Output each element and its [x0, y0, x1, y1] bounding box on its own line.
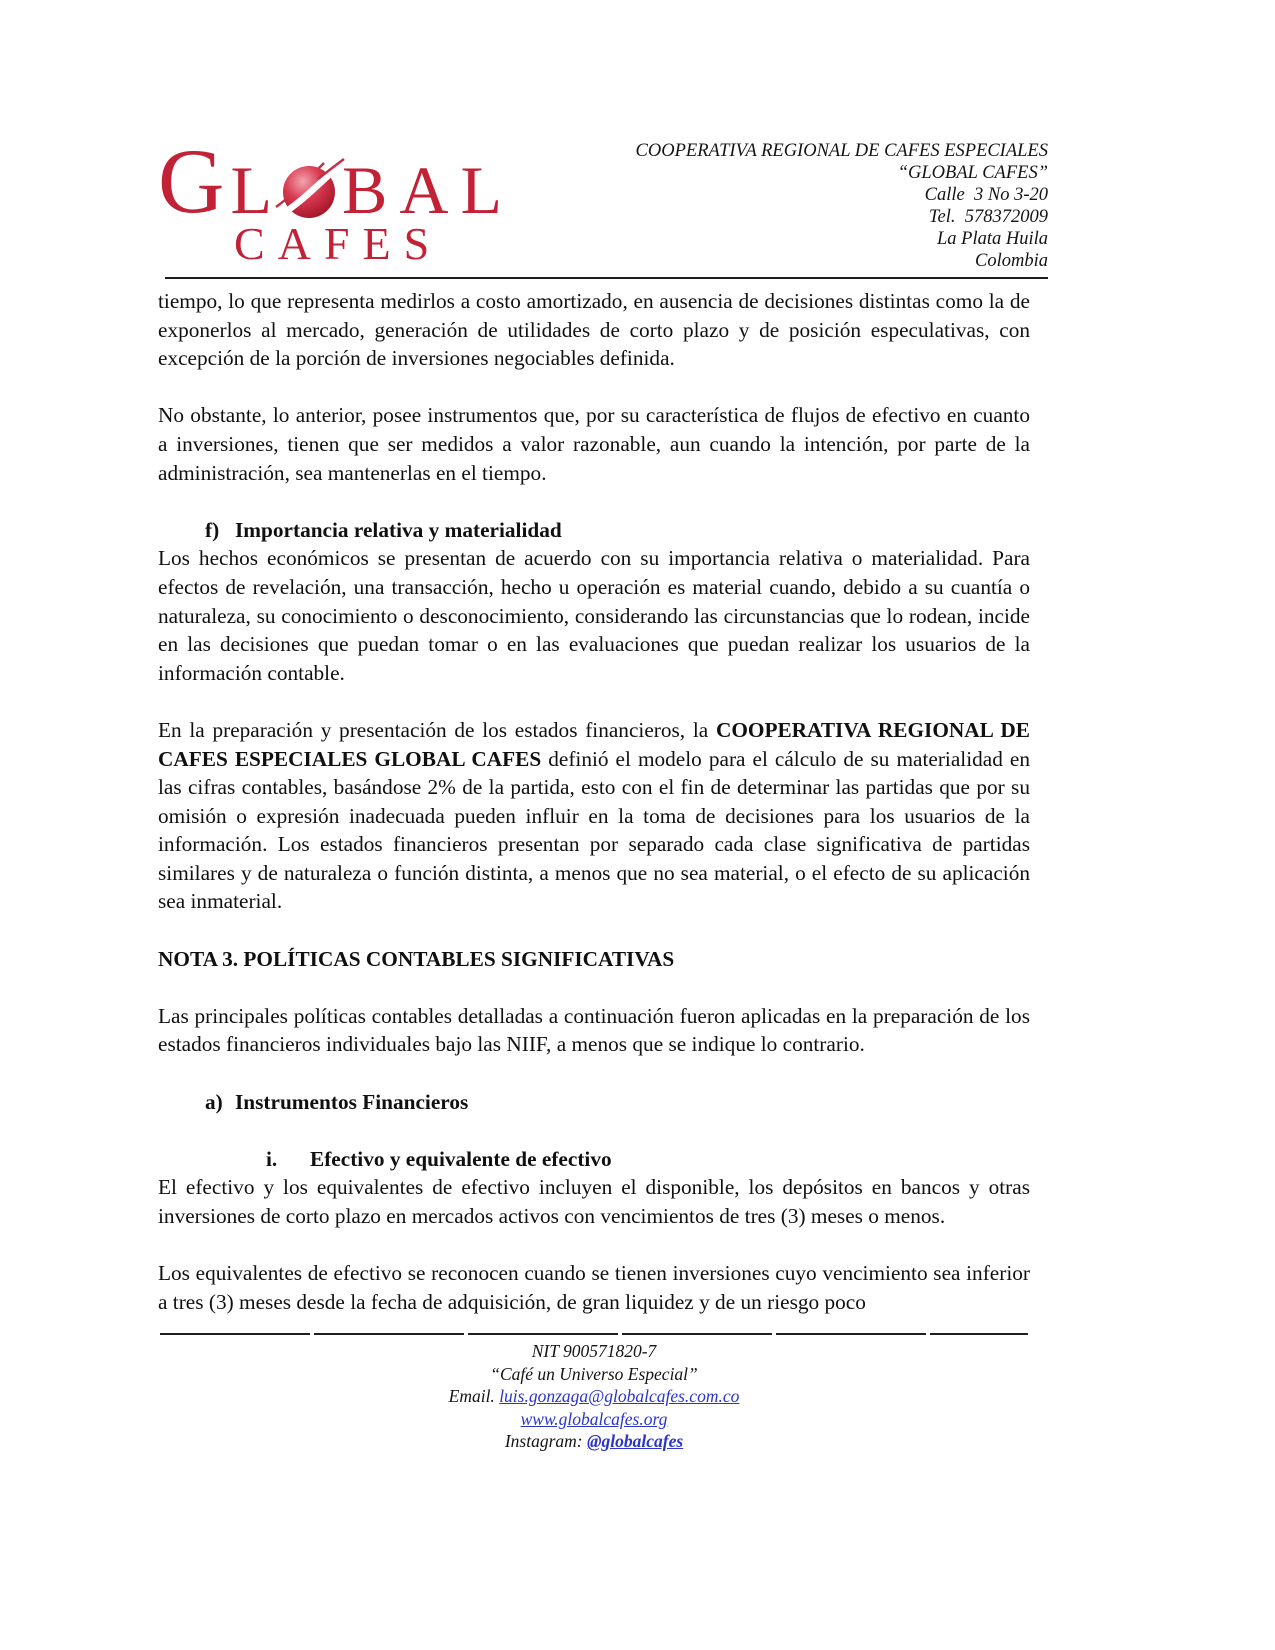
- paragraph-hechos-economicos: Los hechos económicos se presentan de acuerdo con su importancia relativa o materialidad. Para efectos de revelación, una transacción, hecho u operación es material cuando, debido a su cuantía o naturaleza, su conocimiento o desconocimiento, considerando las circunstancias que lo rodean, incide en las decisiones que puedan tomar o en las evaluaciones que puedan realizar los usuarios de la información contable.: [158, 546, 1030, 685]
- logo-letter-g: G: [158, 130, 225, 232]
- company-address-block: [636, 140, 1048, 272]
- header-divider: [165, 277, 1048, 279]
- company-country-line: Colombia: [975, 251, 1048, 271]
- paragraph-cost-amortized: tiempo, lo que representa medirlos a costo amortizado, en ausencia de decisiones distintas como la de exponerlos al mercado, generación de utilidades de corto plazo y de posición especulativas, con excepción de la porción de inversiones negociables definida.: [158, 289, 1030, 371]
- footer-instagram-line: [160, 1430, 1028, 1453]
- footer-website-line: [160, 1408, 1028, 1431]
- footer-divider: [160, 1333, 1028, 1335]
- footer-nit: NIT 900571820-7: [531, 1341, 657, 1361]
- paragraph-no-obstante: No obstante, lo anterior, posee instrumentos que, por su característica de flujos de efectivo en cuanto a inversiones, tienen que ser medidos a valor razonable, aun cuando la intención, por parte de la administración, sea mantenerlas en el tiempo.: [158, 403, 1030, 485]
- global-cafes-logo: [158, 130, 514, 270]
- paragraph-politicas-principales: Las principales políticas contables detalladas a continuación fueron aplicadas en la preparación de los estados financieros individuales bajo las NIIF, a menos que se indique lo contrario.: [158, 1003, 1030, 1057]
- heading-i-efectivo: [158, 1145, 1030, 1174]
- heading-f-importancia: [158, 516, 1030, 545]
- heading-f-title: Importancia relativa y materialidad: [235, 517, 562, 542]
- heading-i-label: i.: [266, 1146, 278, 1171]
- heading-a-title: Instrumentos Financieros: [235, 1089, 469, 1114]
- paragraph-preparacion-lead: En la preparación y presentación de los estados financieros, la: [158, 717, 716, 742]
- paragraph-equivalentes-reconocen: Los equivalentes de efectivo se reconocen cuando se tienen inversiones cuyo vencimiento sea inferior a tres (3) meses desde la fecha de adquisición, de gran liquidez y de un riesgo poco: [158, 1261, 1030, 1314]
- company-brand-line: “GLOBAL CAFES”: [897, 163, 1048, 183]
- footer-instagram-label: Instagram:: [504, 1431, 587, 1451]
- page-footer: [160, 1333, 1028, 1453]
- logo-wordmark: [158, 130, 514, 232]
- company-phone-line: Tel. 578372009: [928, 207, 1048, 227]
- footer-slogan: “Café un Universo Especial”: [490, 1363, 698, 1384]
- logo-letter-l: L: [230, 152, 272, 229]
- paragraph-efectivo-equivalentes: El efectivo y los equivalentes de efectivo incluyen el disponible, los depósitos en bancos y otras inversiones de corto plazo en mercados activos con vencimientos de tres (3) meses o menos.: [158, 1175, 1030, 1228]
- company-city-line: La Plata Huila: [936, 229, 1048, 249]
- footer-email-link[interactable]: luis.gonzaga@globalcafes.com.co: [499, 1386, 740, 1406]
- logo-letters-bal: BAL: [342, 152, 514, 229]
- heading-f-label: f): [205, 517, 220, 542]
- paragraph-preparacion-rest: definió el modelo para el cálculo de su materialidad en las cifras contables, basándose 2% de la partida, esto con el fin de determinar las partidas que por su omisión o expresión inadecuada pueden influir en la toma de decisiones para los usuarios de la información. Los estados financieros presentan por separado cada clase significativa de partidas similares y de naturaleza o función distinta, a menos que no sea material, o el efecto de su aplicación sea inmaterial.: [158, 746, 1031, 914]
- footer-website-link[interactable]: www.globalcafes.org: [520, 1408, 668, 1429]
- globe-swoosh-icon: [280, 161, 338, 219]
- company-name-bold: COOPERATIVA REGIONAL DE CAFES ESPECIALES GLOBAL CAFES: [158, 717, 1031, 771]
- document-body: [158, 287, 1030, 1316]
- heading-a-instrumentos: [158, 1088, 1030, 1117]
- page-header: [158, 130, 1048, 278]
- heading-a-label: a): [205, 1089, 223, 1114]
- footer-email-label: Email.: [448, 1386, 500, 1406]
- paragraph-preparacion-estados: [158, 716, 1030, 916]
- footer-instagram-link[interactable]: @globalcafes: [586, 1431, 684, 1451]
- company-name-line: COOPERATIVA REGIONAL DE CAFES ESPECIALES: [635, 141, 1048, 161]
- footer-email-line: [160, 1385, 1028, 1408]
- heading-i-title: Efectivo y equivalente de efectivo: [310, 1146, 612, 1171]
- company-street-line: Calle 3 No 3-20: [924, 185, 1048, 205]
- logo-cafes-text: CAFES: [234, 218, 443, 270]
- heading-nota-3: NOTA 3. POLÍTICAS CONTABLES SIGNIFICATIVAS: [158, 946, 675, 971]
